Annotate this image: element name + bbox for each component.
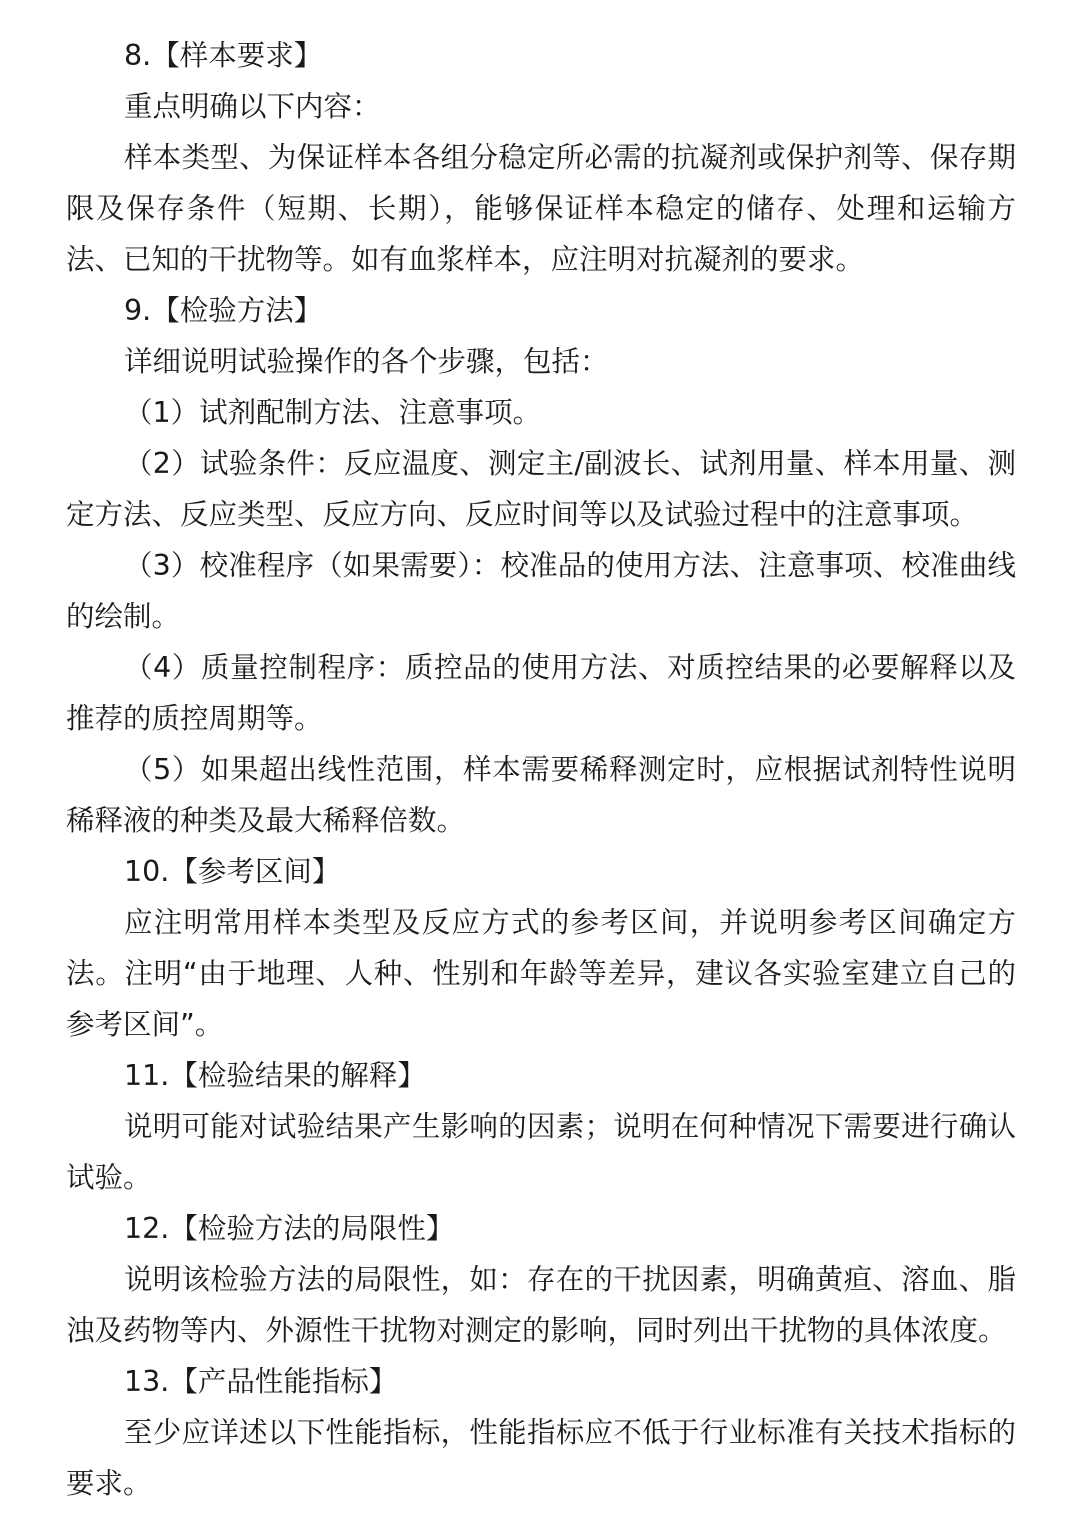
- paragraph: 详细说明试验操作的各个步骤，包括：: [124, 345, 609, 378]
- paragraph: 说明该检验方法的局限性，如：存在的干扰因素，明确黄疸、溶血、脂浊及药物等内、外源性干扰物对测定的影响，同时列出干扰物的具体浓度。: [66, 1263, 1016, 1347]
- paragraph: 说明可能对试验结果产生影响的因素；说明在何种情况下需要进行确认试验。: [66, 1110, 1016, 1194]
- paragraph: 应注明常用样本类型及反应方式的参考区间，并说明参考区间确定方法。注明“由于地理、人种、性别和年龄等差异，建议各实验室建立自己的参考区间”。: [66, 906, 1016, 1041]
- section-heading-sample-requirements: 8.【样本要求】: [124, 39, 323, 72]
- paragraph: 至少应详述以下性能指标，性能指标应不低于行业标准有关技术指标的要求。: [66, 1416, 1016, 1500]
- section-heading-performance-indicators: 13.【产品性能指标】: [124, 1365, 398, 1398]
- document-page: [66, 30, 1016, 1509]
- list-item: （2）试验条件：反应温度、测定主/副波长、试剂用量、样本用量、测定方法、反应类型、反应方向、反应时间等以及试验过程中的注意事项。: [66, 447, 1016, 531]
- section-heading-test-method: 9.【检验方法】: [124, 294, 323, 327]
- list-item: （5）如果超出线性范围，样本需要稀释测定时，应根据试剂特性说明稀释液的种类及最大稀释倍数。: [66, 753, 1016, 837]
- section-heading-result-interpretation: 11.【检验结果的解释】: [124, 1059, 426, 1092]
- list-item: （4）质量控制程序：质控品的使用方法、对质控结果的必要解释以及推荐的质控周期等。: [66, 651, 1016, 735]
- paragraph: 重点明确以下内容：: [124, 90, 381, 123]
- section-heading-method-limitations: 12.【检验方法的局限性】: [124, 1212, 455, 1245]
- list-item: （1）试剂配制方法、注意事项。: [124, 396, 542, 429]
- list-item: （3）校准程序（如果需要）：校准品的使用方法、注意事项、校准曲线的绘制。: [66, 549, 1016, 633]
- section-heading-reference-interval: 10.【参考区间】: [124, 855, 341, 888]
- paragraph: 样本类型、为保证样本各组分稳定所必需的抗凝剂或保护剂等、保存期限及保存条件（短期、长期），能够保证样本稳定的储存、处理和运输方法、已知的干扰物等。如有血浆样本，应注明对抗凝剂的要求。: [66, 141, 1016, 276]
